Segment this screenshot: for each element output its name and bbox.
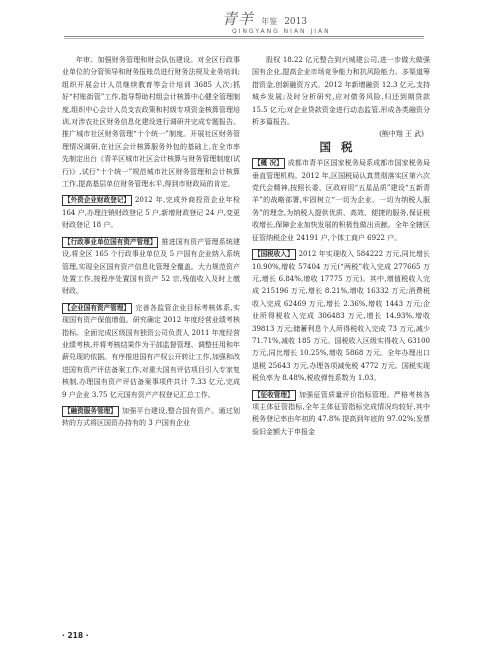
section-tag: 【行政事业单位国有资产管理】 <box>64 237 157 246</box>
left-column <box>62 54 240 430</box>
section-body: 推进国有资产管理系统建设,将全区 165 个行政事业单位及 5 户国有企业纳入系统管理,实现全区国有资产信息化管理全覆盖。大力规范资产处置工作,按程序处置国有资产 52 宗,残值收入及时上缴财政。 <box>62 237 240 296</box>
paragraph: 年审。加强财务管理和财会队伍建设。对全区行政事业单位的分管领导和财务报账员进行财务法规及业务培训;组织开展会计人员继续教育等会计培训 3685 人次;抓好“村账街管”工作,指导帮助村组会计核算中心健全管理制度,组织中心会计人员支农政策和村级专项资金核算管理培训,对涉农社区财务信息化建设进行调研并完成专题报告。推广城市社区财务管理“十个统一”制度。开展社区财务管理情况调研,在社区会计核算服务外包的基础上,在全市率先制定出台《青羊区城市社区会计核算与财务管理制度(试行)》,试行“十个统一”规范城市社区财务管理和会计核算工作,提高基层单位财务管理水平,得到市财政局的肯定。 <box>62 56 240 189</box>
page-number: · 218 · <box>62 631 89 640</box>
section-tax-revenue <box>252 248 430 384</box>
section-admin-assets <box>62 236 240 298</box>
section-enterprise-assets <box>62 302 240 401</box>
section-tag: 【企业国有资产管理】 <box>64 303 130 312</box>
logo-subtitle: 年鉴 <box>261 17 278 26</box>
yearbook-logo <box>222 8 307 29</box>
section-body: 加强征管质量评价指标管理。严格考核各项主体征管指标,全年主体征管指标完成情况均较好,其中税务登记率由年初的 47.8% 提高到年底的 97.02%;发票验旧金额大于申报金 <box>252 390 430 436</box>
section-tag: 【国税收入】 <box>254 250 294 259</box>
section-body: 2012 年,完成外商投资企业年检 164 户,办理注销财政登记 5 户,新增财政登记 24 户,变更财政登记 18 户。 <box>62 196 240 230</box>
paragraph: 股权 18.22 亿元整合到兴城建公司,进一步做大做强国有企业,提高企业市场竞争能力和抗风险能力。多渠道筹措资金,创新融资方式。2012 年新增融资 12.3 亿元,支持城乡发展;及时分析研究,应对债务风险,归还到期贷款 15.5 亿元;对企业贷款资金进行动态监管,形成各类融资分析多篇报告。 <box>252 56 430 127</box>
header-rule-secondary <box>64 38 424 39</box>
header-rule <box>64 36 424 37</box>
section-financing-service <box>62 405 240 430</box>
section-body: 完善各监管企业目标考核体系,实现国有资产保值增值。研究确定 2012 年度经营业绩考核指标。全面完成区级国有独资公司负责人 2011 年度经营业绩考核,并将考核结果作为干部监督管理、调整任用和年薪兑现的依据。有序推进国有产权公开转让工作,加强和改进国有资产评估备案工作,对重大国有评估项目引入专家复核制,办理国有资产评估备案事项件共计 7.33 亿元,完成 9 户企业 3.75 亿元国有资产产权登记汇总工作。 <box>62 303 240 399</box>
section-collection-management <box>252 389 430 439</box>
section-tag: 【征收管理】 <box>254 390 294 399</box>
logo-latin: QINGYANG NIAN JIAN <box>232 28 331 35</box>
page-header <box>0 0 480 44</box>
section-overview <box>252 157 430 244</box>
byline: (熊中翔 王 武) <box>379 130 424 139</box>
logo-year: 2013 <box>284 17 308 27</box>
section-body: 2012 年实现收入 584222 万元,同比增长 10.90%,增收 57404 万元(“两税”收入完成 277665 万元,增长 6.84%,增收 17775 万元)。其中,增值税收入完成 215196 万元,增长 8.21%,增收 16332 万元;消费税收入完成 62469 万元,增长 2.36%,增收 1443 万元;企业所得税收入完成 306483 万元,增长 14.93%,增收 39813 万元;储蓄利息个人所得税收入完成 73 万元,减少 71.71%,减收 185 万元。国税收入区级实得收入 63100 万元,同比增长 10.25%,增收 5868 万元。全年办理出口退税 25643 万元,办理各项减免税 4772 万元。国税实现税负率为 8.48%,税收弹性系数为 1.03。 <box>252 250 430 383</box>
logo-title: 青羊 <box>222 10 255 28</box>
right-column <box>252 54 430 438</box>
section-tag: 【融资服务管理】 <box>64 406 117 415</box>
section-body: 加强平台建设,整合国有资产。通过划转的方式将区国资办持有的 3 户国有企业 <box>62 406 240 428</box>
section-tag: 【概 况】 <box>254 159 283 168</box>
section-title: 国税 <box>319 139 363 154</box>
section-tag: 【外资企业财政登记】 <box>64 196 130 205</box>
section-body: 成都市青羊区国家税务局系成都市国家税务局垂直管理机构。2012 年,区国税局认真贯彻落实区第六次党代会精神,按照长委、区政府用“五星品质”建设“五新青羊”的战略部署,牢固树立“一切为企业、一切为纳税人服务”的理念,为纳税人提供优质、高效、便捷的服务,保证税收增长,保障企业加快发展的积极性做出贡献。全年全辖区征管纳税企业 24191 户,个体工商户 6922 户。 <box>252 159 430 242</box>
section-foreign-enterprise <box>62 194 240 231</box>
